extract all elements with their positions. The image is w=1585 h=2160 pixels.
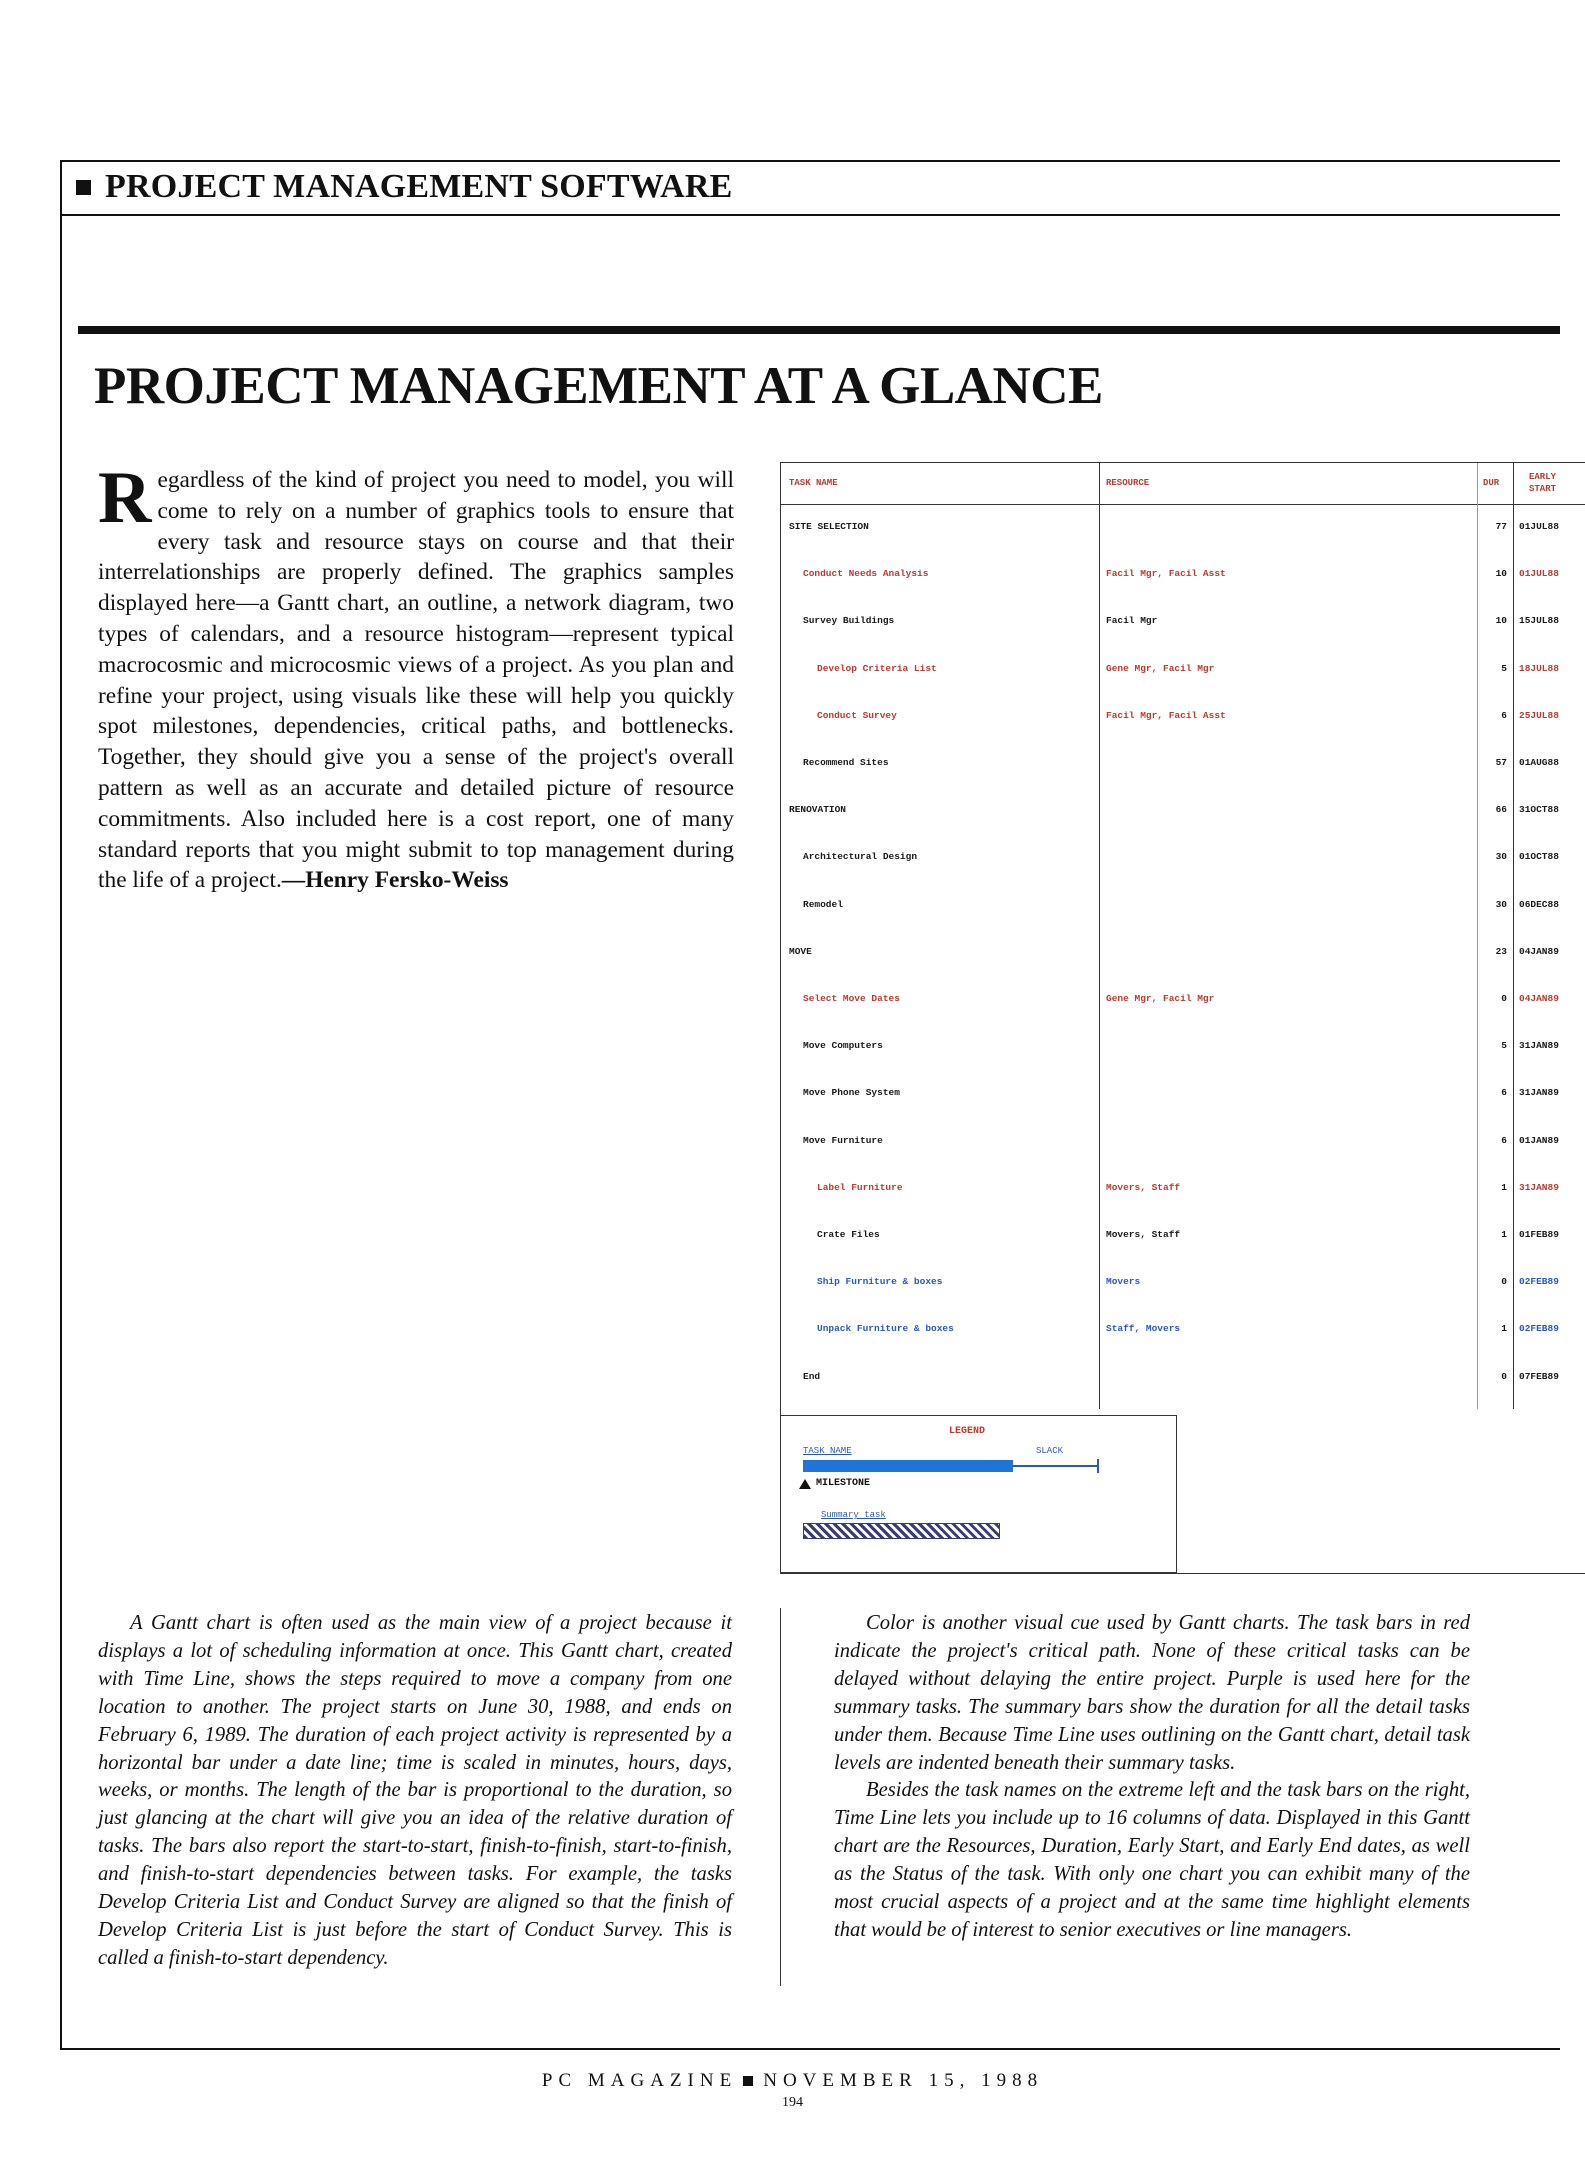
gantt-row bbox=[781, 899, 1585, 919]
caption-right bbox=[834, 1610, 1470, 1945]
task-name: Label Furniture bbox=[817, 1181, 903, 1193]
task-early-start: 01JUL88 bbox=[1519, 521, 1559, 532]
task-early-start: 06DEC88 bbox=[1519, 898, 1559, 910]
gantt-row bbox=[781, 1040, 1585, 1060]
col-divider-dur bbox=[1513, 463, 1514, 1409]
task-duration: 6 bbox=[1501, 709, 1507, 721]
page-title: PROJECT MANAGEMENT AT A GLANCE bbox=[94, 357, 1103, 415]
task-duration: 5 bbox=[1501, 662, 1507, 674]
task-resource: Movers, Staff bbox=[1106, 1181, 1181, 1193]
task-name: Conduct Survey bbox=[817, 709, 897, 721]
task-name: Move Furniture bbox=[803, 1134, 883, 1146]
task-name: Unpack Furniture & boxes bbox=[817, 1323, 954, 1335]
gantt-chart bbox=[780, 462, 1585, 1574]
task-early-start: 04JAN89 bbox=[1519, 993, 1559, 1004]
footer-magazine: PC MAGAZINE bbox=[541, 2070, 738, 2091]
task-early-start: 01AUG88 bbox=[1519, 757, 1559, 768]
caption-right-paragraph-2: Besides the task names on the extreme left and the task bars on the right, Time Line lets you include up to 16 columns of data. Displayed in this Gantt chart are the Resources, Duration, Early Start, and Early End dates, as well as the Status of the task. With only one chart you can exhibit many of the most crucial aspects of a project and at the same time highlight elements that would be of interest to senior executives or line managers. bbox=[834, 1779, 1470, 1941]
task-early-start: 01JUL88 bbox=[1519, 568, 1559, 580]
footer-square-icon bbox=[743, 2076, 753, 2086]
task-name: RENOVATION bbox=[789, 804, 847, 816]
task-name: Architectural Design bbox=[803, 851, 918, 863]
square-bullet-icon bbox=[76, 180, 91, 195]
gantt-row bbox=[781, 1276, 1585, 1296]
task-duration: 1 bbox=[1501, 1181, 1507, 1193]
task-duration: 0 bbox=[1501, 993, 1507, 1004]
task-duration: 77 bbox=[1495, 521, 1507, 532]
task-name: Crate Files bbox=[817, 1229, 880, 1240]
section-header bbox=[76, 168, 733, 206]
task-early-start: 01OCT88 bbox=[1519, 851, 1559, 863]
task-resource: Gene Mgr, Facil Mgr bbox=[1106, 993, 1215, 1004]
task-name: Ship Furniture & boxes bbox=[817, 1276, 943, 1288]
gantt-row bbox=[781, 1323, 1585, 1343]
task-resource: Facil Mgr, Facil Asst bbox=[1106, 709, 1226, 721]
gantt-row bbox=[781, 568, 1585, 588]
task-duration: 10 bbox=[1495, 615, 1507, 627]
gantt-row bbox=[781, 993, 1585, 1013]
col-header-task: TASK NAME bbox=[789, 478, 838, 488]
task-name: SITE SELECTION bbox=[789, 521, 869, 532]
task-resource: Gene Mgr, Facil Mgr bbox=[1106, 662, 1215, 674]
gantt-legend bbox=[780, 1415, 1177, 1573]
task-name: Remodel bbox=[803, 898, 843, 910]
task-duration: 1 bbox=[1501, 1323, 1507, 1335]
caption-right-paragraph-1: Color is another visual cue used by Gantt charts. The task bars in red indicate the project's critical path. None of these critical tasks can be delayed without delaying the entire project. Purple is used here for the summary tasks. The summary bars show the duration for all the detail tasks under them. Because Time Line uses outlining on the Gantt chart, detail task levels are indented beneath their summary tasks. bbox=[834, 1612, 1470, 1774]
task-early-start: 31JAN89 bbox=[1519, 1040, 1559, 1052]
headline-rule bbox=[78, 326, 1560, 334]
page-number: 194 bbox=[782, 2095, 803, 2110]
task-duration: 57 bbox=[1495, 757, 1507, 768]
task-resource: Movers bbox=[1106, 1276, 1141, 1288]
gantt-row bbox=[781, 804, 1585, 824]
task-early-start: 01JAN89 bbox=[1519, 1134, 1559, 1146]
gantt-row bbox=[781, 615, 1585, 635]
task-early-start: 01FEB89 bbox=[1519, 1229, 1559, 1240]
col-header-start: START bbox=[1529, 484, 1557, 494]
task-duration: 23 bbox=[1495, 945, 1507, 957]
col-divider-task bbox=[1099, 463, 1100, 1409]
legend-slack: SLACK bbox=[1036, 1446, 1064, 1456]
task-name: Conduct Needs Analysis bbox=[803, 568, 929, 580]
legend-title: LEGEND bbox=[949, 1426, 986, 1437]
task-early-start: 31OCT88 bbox=[1519, 804, 1559, 816]
gantt-row bbox=[781, 1087, 1585, 1107]
byline: —Henry Fersko-Weiss bbox=[281, 867, 509, 894]
task-resource: Facil Mgr, Facil Asst bbox=[1106, 568, 1226, 580]
gantt-row bbox=[781, 710, 1585, 730]
frame-left-rule bbox=[60, 160, 62, 2050]
task-name: Develop Criteria List bbox=[817, 662, 937, 674]
caption-left bbox=[98, 1610, 732, 1973]
footer-date: NOVEMBER 15, 1988 bbox=[763, 2070, 1044, 2091]
task-name: Survey Buildings bbox=[803, 615, 895, 627]
legend-task-name: TASK NAME bbox=[803, 1446, 852, 1456]
task-early-start: 25JUL88 bbox=[1519, 709, 1559, 721]
page-footer bbox=[0, 2070, 1585, 2092]
gantt-row bbox=[781, 1229, 1585, 1249]
task-early-start: 02FEB89 bbox=[1519, 1276, 1559, 1288]
section-label: PROJECT MANAGEMENT SOFTWARE bbox=[105, 168, 733, 205]
gantt-row bbox=[781, 946, 1585, 966]
milestone-triangle-icon bbox=[799, 1479, 811, 1489]
legend-task-bar bbox=[803, 1460, 1013, 1472]
gantt-row bbox=[781, 851, 1585, 871]
task-name: Select Move Dates bbox=[803, 993, 900, 1004]
legend-summary-bar bbox=[803, 1523, 1000, 1539]
task-name: Recommend Sites bbox=[803, 757, 889, 768]
task-early-start: 07FEB89 bbox=[1519, 1370, 1559, 1382]
task-duration: 6 bbox=[1501, 1134, 1507, 1146]
gantt-row bbox=[781, 1182, 1585, 1202]
gantt-row bbox=[781, 663, 1585, 683]
task-name: Move Phone System bbox=[803, 1087, 900, 1099]
col-divider-resource bbox=[1477, 463, 1478, 1409]
header-rule bbox=[60, 214, 1560, 216]
task-duration: 6 bbox=[1501, 1087, 1507, 1099]
col-header-dur: DUR bbox=[1483, 478, 1500, 488]
task-duration: 5 bbox=[1501, 1040, 1507, 1052]
task-resource: Facil Mgr bbox=[1106, 615, 1158, 627]
task-duration: 1 bbox=[1501, 1229, 1507, 1240]
task-resource: Staff, Movers bbox=[1106, 1323, 1181, 1335]
task-early-start: 02FEB89 bbox=[1519, 1323, 1559, 1335]
task-duration: 66 bbox=[1495, 804, 1507, 816]
frame-top-rule bbox=[60, 160, 1560, 162]
task-name: MOVE bbox=[789, 945, 812, 957]
gantt-row bbox=[781, 757, 1585, 777]
caption-left-text: A Gantt chart is often used as the main view of a project because it displays a lot of scheduling information at once. This Gantt chart, created with Time Line, shows the steps required to move a company from one location to another. The project starts on June 30, 1988, and ends on February 6, 1989. The duration of each project activity is represented by a horizontal bar under a date line; time is scaled in minutes, hours, days, weeks, or months. The length of the bar is proportional to the duration, so just glancing at the chart will give you an idea of the relative duration of tasks. The bars also report the start-to-start, finish-to-finish, start-to-finish, and finish-to-start dependencies between tasks. For example, the tasks Develop Criteria List and Conduct Survey are aligned so that the finish of Develop Criteria List is just before the start of Conduct Survey. This is called a finish-to-start dependency. bbox=[98, 1612, 732, 1969]
task-name: Move Computers bbox=[803, 1040, 883, 1052]
col-header-resource: RESOURCE bbox=[1106, 478, 1150, 488]
task-duration: 30 bbox=[1495, 851, 1507, 863]
gantt-row bbox=[781, 1135, 1585, 1155]
caption-divider bbox=[780, 1608, 781, 1986]
task-duration: 30 bbox=[1495, 898, 1507, 910]
task-duration: 10 bbox=[1495, 568, 1507, 580]
intro-paragraph bbox=[98, 457, 734, 896]
legend-milestone-label: MILESTONE bbox=[816, 1478, 871, 1489]
task-early-start: 31JAN89 bbox=[1519, 1181, 1559, 1193]
legend-slack-tick bbox=[1097, 1459, 1099, 1473]
task-early-start: 04JAN89 bbox=[1519, 945, 1559, 957]
task-name: End bbox=[803, 1370, 821, 1382]
drop-cap: R bbox=[98, 457, 152, 539]
task-resource: Movers, Staff bbox=[1106, 1229, 1181, 1240]
task-duration: 0 bbox=[1501, 1370, 1507, 1382]
intro-text: egardless of the kind of project you need to model, you will come to rely on a number of graphics tools to ensure that every task and resource stays on course and that their interrelationships are properly defined. The graphics samples displayed here—a Gantt chart, an outline, a network diagram, two types of calendars, and a resource histogram—represent typical macrocosmic and microcosmic views of a project. As you plan and refine your project, using visuals like these will help you quickly spot milestones, dependencies, critical paths, and bottlenecks. Together, they should give you a sense of the project's overall pattern as well as an accurate and detailed picture of resource commitments. Also included here is a cost report, one of many standard reports that you might submit to top management during the life of a project. bbox=[98, 467, 734, 894]
legend-milestone bbox=[799, 1478, 870, 1489]
gantt-row bbox=[781, 1371, 1585, 1391]
legend-slack-line bbox=[1013, 1465, 1098, 1467]
col-header-early: EARLY bbox=[1529, 472, 1557, 482]
task-early-start: 15JUL88 bbox=[1519, 615, 1559, 627]
header-divider bbox=[781, 504, 1585, 505]
frame-bottom-rule bbox=[60, 2048, 1560, 2050]
task-duration: 0 bbox=[1501, 1276, 1507, 1288]
task-early-start: 18JUL88 bbox=[1519, 662, 1559, 674]
task-early-start: 31JAN89 bbox=[1519, 1087, 1559, 1099]
legend-summary-label: Summary task bbox=[821, 1510, 886, 1520]
gantt-row bbox=[781, 521, 1585, 541]
